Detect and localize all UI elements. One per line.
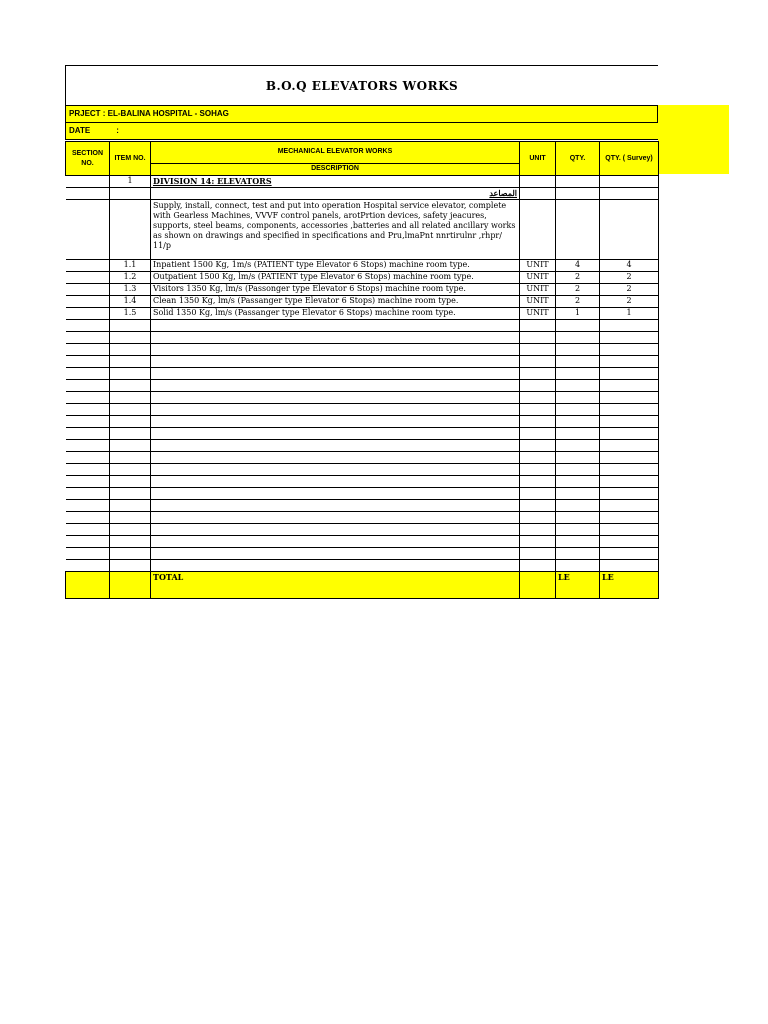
empty-row <box>66 404 659 416</box>
project-field: PRJECT : EL-BALINA HOSPITAL - SOHAG <box>65 105 658 123</box>
empty-row <box>66 476 659 488</box>
table-row <box>66 272 659 284</box>
empty-cell <box>600 344 659 356</box>
empty-cell <box>66 428 110 440</box>
empty-cell <box>110 440 151 452</box>
empty-row <box>66 464 659 476</box>
empty-cell <box>110 452 151 464</box>
empty-cell <box>520 320 556 332</box>
empty-cell <box>66 512 110 524</box>
empty-cell <box>151 368 520 380</box>
empty-row <box>66 548 659 560</box>
item-qty-survey: 2 <box>600 284 659 296</box>
empty-cell <box>110 488 151 500</box>
empty-cell <box>151 476 520 488</box>
empty-row <box>66 344 659 356</box>
intro-row <box>66 200 659 260</box>
empty-cell <box>600 452 659 464</box>
empty-cell <box>556 488 600 500</box>
header-unit: UNIT <box>520 142 556 176</box>
empty-row <box>66 320 659 332</box>
empty-cell <box>520 548 556 560</box>
empty-cell <box>66 392 110 404</box>
empty-row <box>66 332 659 344</box>
empty-cell <box>66 536 110 548</box>
empty-cell <box>151 380 520 392</box>
empty-cell <box>556 536 600 548</box>
empty-cell <box>110 524 151 536</box>
item-unit: UNIT <box>520 284 556 296</box>
item-qty: 2 <box>556 284 600 296</box>
empty-cell <box>600 440 659 452</box>
item-qty-survey: 4 <box>600 260 659 272</box>
empty-cell <box>151 548 520 560</box>
empty-cell <box>556 380 600 392</box>
empty-cell <box>520 512 556 524</box>
empty-cell <box>151 332 520 344</box>
empty-row <box>66 440 659 452</box>
total-item <box>110 572 151 599</box>
empty-cell <box>556 512 600 524</box>
empty-cell <box>151 488 520 500</box>
empty-cell <box>151 344 520 356</box>
section-cell <box>66 272 110 284</box>
header-description: DESCRIPTION <box>151 163 520 175</box>
boq-table <box>65 141 659 599</box>
empty-cell <box>520 344 556 356</box>
item-qty-survey: 2 <box>600 272 659 284</box>
arabic-note: المصاعد <box>151 188 520 200</box>
empty-cell <box>556 344 600 356</box>
item-qty: 2 <box>556 296 600 308</box>
total-qty-survey: LE <box>600 572 659 599</box>
item-description: Visitors 1350 Kg, lm/s (Passonger type Elevator 6 Stops) machine room type. <box>151 284 520 296</box>
empty-cell <box>66 452 110 464</box>
empty-cell <box>151 536 520 548</box>
empty-row <box>66 380 659 392</box>
empty-cell <box>151 416 520 428</box>
empty-cell <box>520 404 556 416</box>
item-description: Inpatient 1500 Kg, 1m/s (PATIENT type Elevator 6 Stops) machine room type. <box>151 260 520 272</box>
date-colon: : <box>116 126 119 135</box>
empty-row <box>66 392 659 404</box>
empty-cell <box>520 452 556 464</box>
empty-cell <box>600 536 659 548</box>
date-field <box>65 123 658 140</box>
empty-cell <box>600 500 659 512</box>
empty-cell <box>110 548 151 560</box>
empty-cell <box>600 356 659 368</box>
section-cell <box>66 296 110 308</box>
empty-cell <box>600 404 659 416</box>
total-unit <box>520 572 556 599</box>
empty-cell <box>66 464 110 476</box>
empty-cell <box>600 476 659 488</box>
empty-cell <box>151 404 520 416</box>
section-cell <box>66 284 110 296</box>
empty-cell <box>151 428 520 440</box>
empty-cell <box>66 344 110 356</box>
item-description: Outpatient 1500 Kg, lm/s (PATIENT type Elevator 6 Stops) machine room type. <box>151 272 520 284</box>
empty-cell <box>520 536 556 548</box>
empty-cell <box>151 320 520 332</box>
empty-cell <box>520 368 556 380</box>
empty-cell <box>600 368 659 380</box>
item-unit: UNIT <box>520 308 556 320</box>
total-section <box>66 572 110 599</box>
header-section-no: SECTION NO. <box>66 142 110 176</box>
empty-cell <box>110 512 151 524</box>
empty-cell <box>110 536 151 548</box>
empty-cell <box>520 356 556 368</box>
empty-cell <box>110 560 151 572</box>
empty-cell <box>66 404 110 416</box>
item-no: 1.3 <box>110 284 151 296</box>
table-row <box>66 296 659 308</box>
empty-cell <box>556 476 600 488</box>
section-cell <box>66 260 110 272</box>
item-no: 1.1 <box>110 260 151 272</box>
empty-cell <box>66 332 110 344</box>
empty-cell <box>556 368 600 380</box>
empty-cell <box>520 476 556 488</box>
empty-cell <box>556 416 600 428</box>
empty-cell <box>110 320 151 332</box>
empty-cell <box>600 428 659 440</box>
empty-cell <box>520 428 556 440</box>
empty-cell <box>520 392 556 404</box>
empty-cell <box>151 356 520 368</box>
empty-cell <box>556 392 600 404</box>
empty-cell <box>556 500 600 512</box>
empty-cell <box>110 356 151 368</box>
empty-cell <box>600 464 659 476</box>
empty-cell <box>556 320 600 332</box>
division-title: DIVISION 14: ELEVATORS <box>151 176 520 188</box>
highlight-block <box>658 105 729 174</box>
empty-cell <box>600 380 659 392</box>
header-item-no: ITEM NO. <box>110 142 151 176</box>
item-description: Clean 1350 Kg, lm/s (Passanger type Elevator 6 Stops) machine room type. <box>151 296 520 308</box>
header-group: MECHANICAL ELEVATOR WORKS <box>151 142 520 164</box>
empty-row <box>66 560 659 572</box>
page-title: B.O.Q ELEVATORS WORKS <box>65 65 658 105</box>
empty-row <box>66 428 659 440</box>
item-description: Solid 1350 Kg, lm/s (Passanger type Elevator 6 Stops) machine room type. <box>151 308 520 320</box>
empty-cell <box>600 524 659 536</box>
empty-cell <box>66 476 110 488</box>
empty-cell <box>600 512 659 524</box>
empty-cell <box>66 320 110 332</box>
item-unit: UNIT <box>520 272 556 284</box>
empty-cell <box>151 500 520 512</box>
empty-cell <box>110 404 151 416</box>
item-qty-survey: 2 <box>600 296 659 308</box>
intro-text: Supply, install, connect, test and put into operation Hospital service elevator, complete with Gearless Machines, VVVF control panels, arotPrtion devices, safety jeacures, supports, steel beams, components, accessories ,batteries and all related ancillary works as shown on drawings and specified in specifications and Pru,lmaPnt nnrtirulnr ,rhpr/ 11/p <box>151 200 520 260</box>
item-unit: UNIT <box>520 296 556 308</box>
empty-cell <box>556 560 600 572</box>
empty-cell <box>151 524 520 536</box>
item-no: 1.5 <box>110 308 151 320</box>
empty-cell <box>66 368 110 380</box>
empty-cell <box>66 560 110 572</box>
empty-cell <box>556 332 600 344</box>
empty-cell <box>66 548 110 560</box>
empty-cell <box>556 452 600 464</box>
empty-cell <box>151 452 520 464</box>
arabic-row <box>66 188 659 200</box>
header-qty: QTY. <box>556 142 600 176</box>
empty-cell <box>556 548 600 560</box>
empty-cell <box>520 380 556 392</box>
empty-cell <box>600 560 659 572</box>
empty-cell <box>556 356 600 368</box>
empty-cell <box>520 440 556 452</box>
total-label: TOTAL <box>151 572 520 599</box>
empty-row <box>66 512 659 524</box>
empty-cell <box>556 428 600 440</box>
total-qty: LE <box>556 572 600 599</box>
total-row <box>66 572 659 599</box>
empty-cell <box>520 464 556 476</box>
date-label: DATE <box>69 126 91 135</box>
empty-cell <box>66 488 110 500</box>
empty-cell <box>600 548 659 560</box>
table-row <box>66 308 659 320</box>
empty-cell <box>520 332 556 344</box>
section-cell <box>66 308 110 320</box>
empty-cell <box>66 356 110 368</box>
empty-cell <box>556 524 600 536</box>
empty-row <box>66 452 659 464</box>
empty-cell <box>66 416 110 428</box>
empty-cell <box>66 500 110 512</box>
empty-row <box>66 500 659 512</box>
empty-cell <box>110 368 151 380</box>
empty-cell <box>151 440 520 452</box>
empty-cell <box>151 560 520 572</box>
item-qty: 2 <box>556 272 600 284</box>
empty-cell <box>556 440 600 452</box>
empty-cell <box>520 560 556 572</box>
empty-cell <box>600 332 659 344</box>
empty-cell <box>520 524 556 536</box>
empty-row <box>66 524 659 536</box>
empty-cell <box>151 512 520 524</box>
empty-row <box>66 416 659 428</box>
empty-cell <box>151 464 520 476</box>
item-qty: 1 <box>556 308 600 320</box>
empty-row <box>66 368 659 380</box>
empty-cell <box>110 332 151 344</box>
item-qty: 4 <box>556 260 600 272</box>
empty-cell <box>556 464 600 476</box>
table-row <box>66 284 659 296</box>
table-row <box>66 260 659 272</box>
empty-cell <box>66 524 110 536</box>
header-qty-survey: QTY. ( Survey) <box>600 142 659 176</box>
empty-cell <box>556 404 600 416</box>
empty-cell <box>110 416 151 428</box>
empty-cell <box>110 464 151 476</box>
empty-cell <box>600 320 659 332</box>
empty-cell <box>600 488 659 500</box>
empty-cell <box>110 344 151 356</box>
item-unit: UNIT <box>520 260 556 272</box>
empty-cell <box>110 476 151 488</box>
empty-row <box>66 488 659 500</box>
empty-cell <box>110 380 151 392</box>
empty-cell <box>520 488 556 500</box>
empty-cell <box>600 416 659 428</box>
empty-cell <box>600 392 659 404</box>
empty-cell <box>151 392 520 404</box>
empty-row <box>66 536 659 548</box>
empty-cell <box>110 392 151 404</box>
empty-cell <box>66 380 110 392</box>
empty-cell <box>110 500 151 512</box>
item-qty-survey: 1 <box>600 308 659 320</box>
item-no: 1.2 <box>110 272 151 284</box>
item-no: 1.4 <box>110 296 151 308</box>
empty-cell <box>66 440 110 452</box>
division-row <box>66 176 659 188</box>
empty-cell <box>520 500 556 512</box>
empty-cell <box>110 428 151 440</box>
division-item: 1 <box>110 176 151 188</box>
empty-cell <box>520 416 556 428</box>
empty-row <box>66 356 659 368</box>
